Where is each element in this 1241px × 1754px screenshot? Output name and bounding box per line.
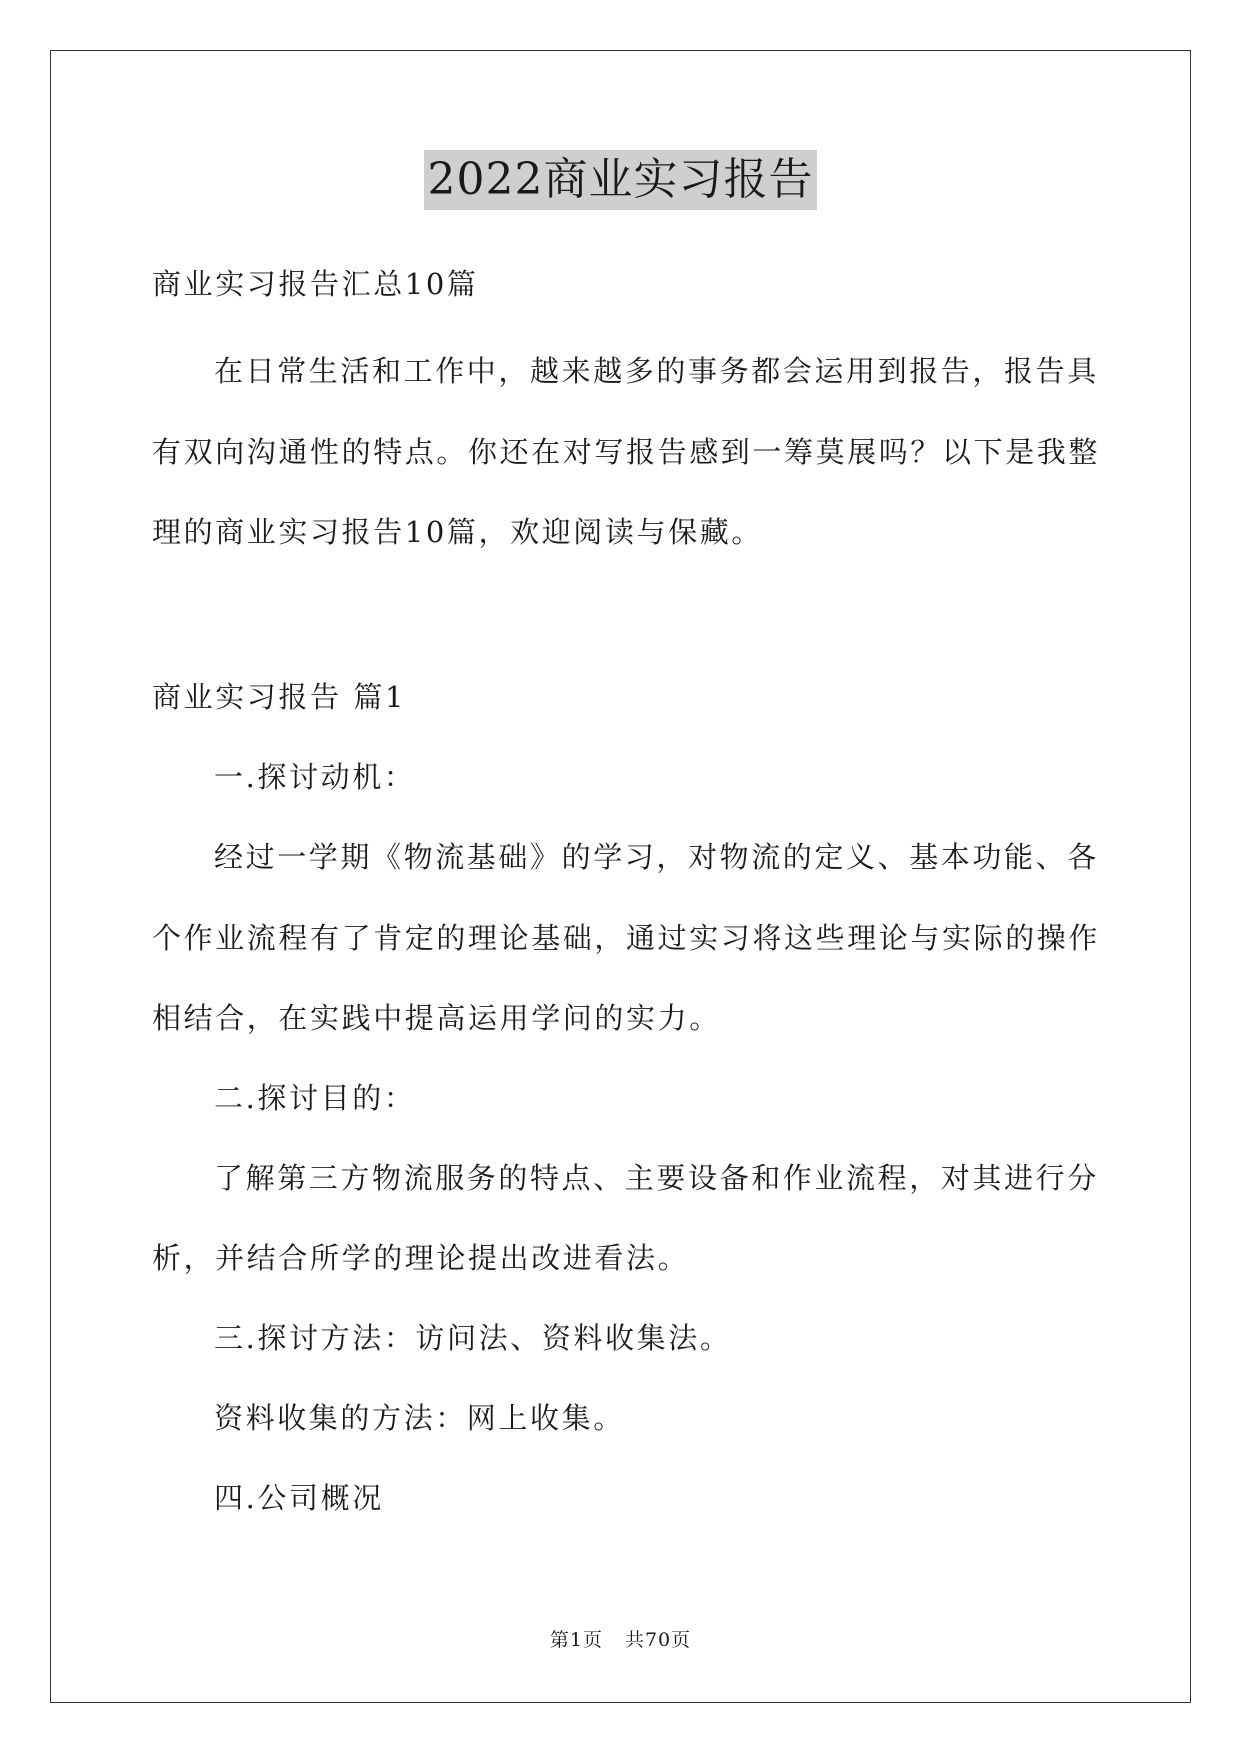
title-container bbox=[0, 150, 1241, 210]
section-heading: 商业实习报告 篇1 bbox=[152, 680, 407, 714]
page-total: 共70页 bbox=[624, 1629, 692, 1651]
subsection-heading: 四.公司概况 bbox=[214, 1481, 384, 1515]
subsection-heading: 一.探讨动机： bbox=[214, 760, 416, 794]
paragraph-line: 经过一学期《物流基础》的学习，对物流的定义、基本功能、各 bbox=[214, 840, 1099, 874]
paragraph-line: 析，并结合所学的理论提出改进看法。 bbox=[152, 1241, 690, 1275]
paragraph-line: 资料收集的方法：网上收集。 bbox=[214, 1401, 625, 1435]
paragraph-line: 理的商业实习报告10篇，欢迎阅读与保藏。 bbox=[152, 515, 763, 549]
subtitle-line: 商业实习报告汇总10篇 bbox=[152, 267, 479, 301]
paragraph-line: 在日常生活和工作中，越来越多的事务都会运用到报告，报告具 bbox=[214, 354, 1099, 388]
subsection-heading: 二.探讨目的： bbox=[214, 1081, 416, 1115]
paragraph-line: 了解第三方物流服务的特点、主要设备和作业流程，对其进行分 bbox=[214, 1161, 1099, 1195]
paragraph-line: 相结合，在实践中提高运用学问的实力。 bbox=[152, 1001, 721, 1035]
paragraph-line: 有双向沟通性的特点。你还在对写报告感到一筹莫展吗？以下是我整 bbox=[152, 435, 1101, 469]
page-number: 第1页 bbox=[549, 1629, 603, 1651]
page-footer bbox=[0, 1628, 1241, 1652]
document-title: 2022商业实习报告 bbox=[424, 150, 818, 210]
paragraph-line: 个作业流程有了肯定的理论基础，通过实习将这些理论与实际的操作 bbox=[152, 921, 1101, 955]
subsection-heading: 三.探讨方法：访问法、资料收集法。 bbox=[214, 1321, 732, 1355]
